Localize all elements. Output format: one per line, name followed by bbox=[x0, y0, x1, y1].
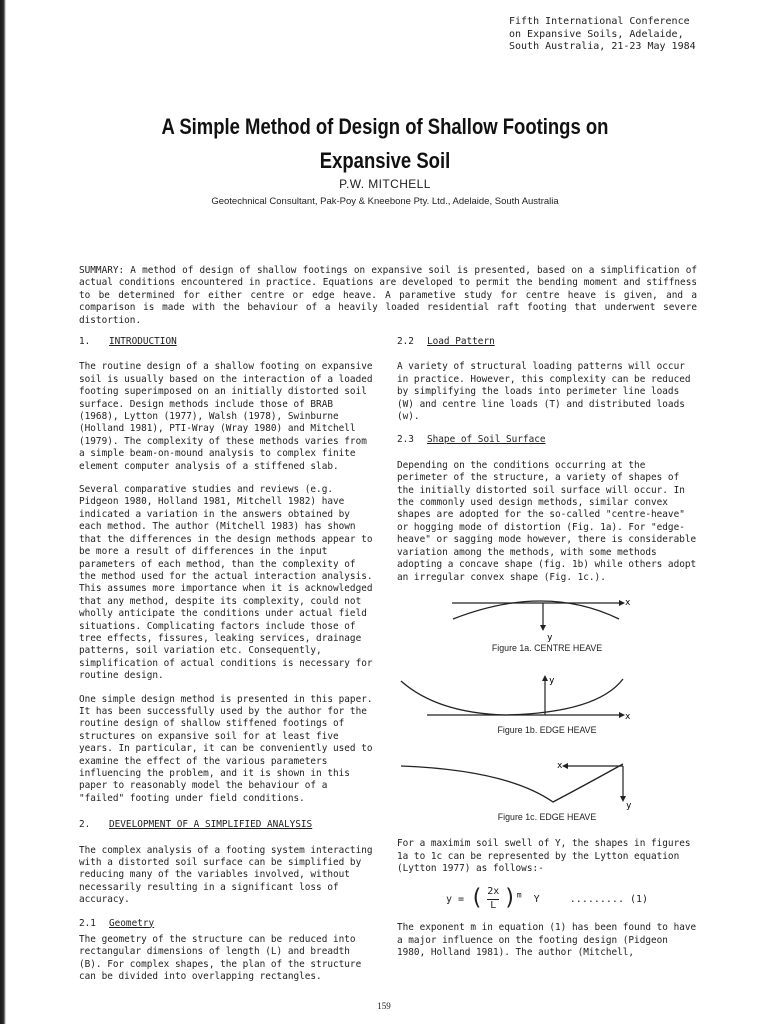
paragraph: The geometry of the structure can be reduced into rectangular dimensions of length (L) and breadth (B). For complex shapes, the plan of the structure can be divided into overlapping rectangles. bbox=[79, 934, 362, 983]
paragraph: For a maximim soil swell of Y, the shapes in figures 1a to 1c can be represented by the Lytton equation (Lytton 1977) as follows:- bbox=[397, 838, 691, 874]
section-heading-introduction bbox=[79, 336, 374, 348]
equation-rhs: Y bbox=[533, 894, 540, 906]
y-arrowhead bbox=[542, 675, 548, 681]
section-heading-geometry bbox=[79, 918, 374, 930]
figure-1a-centre-heave bbox=[397, 595, 697, 643]
paragraph: Depending on the conditions occurring at the perimeter of the structure, a variety of shapes of the initially distorted soil surface will occur. In the commonly used design methods, similar convex shapes are adopted for the so-called "centre-heave" or hogging mode of distortion (Fig. 1a). For "edge-heave" or sagging mode however, there is considerable variation among the methods, with some methods adopting a concave shape (fig. 1b) while others adopt an irregular convex shape (Fig. 1c.). bbox=[397, 459, 697, 583]
section-number: 2. bbox=[79, 819, 91, 831]
soil-surface-curve bbox=[401, 764, 623, 802]
conference-header: Fifth International Conference on Expansive Soils, Adelaide, South Australia, 21-23 May 1984 bbox=[509, 16, 696, 52]
y-label: y bbox=[547, 632, 553, 643]
x-arrowhead bbox=[562, 763, 568, 769]
figure-1b-caption: Figure 1b. EDGE HEAVE bbox=[497, 725, 597, 737]
figure-1c-caption: Figure 1c. EDGE HEAVE bbox=[497, 811, 597, 823]
paragraph: The routine design of a shallow footing on expansive soil is usually based on the interaction of a loaded footing superimposed on an initially distorted soil surface. Design methods include those of BRAB (1968), Lytton (1977), Walsh (1978), Swinburne (Holland 1981), PTI-Wray (Wray 1980) and Mitchell (1979). The complexity of these methods varies from a simple beam-on-mound analysis to complex finite element computer analysis of a stiffened slab. bbox=[79, 361, 373, 472]
equation-paren-close: ) bbox=[503, 886, 517, 912]
section-heading-load-pattern bbox=[397, 336, 697, 348]
section-title: Load Pattern bbox=[427, 336, 495, 347]
paragraph: A variety of structural loading patterns will occur in practice. However, this complexity can be reduced by simplifying the loads into perimeter line loads (W) and centre line loads (T) and distributed loads (w). bbox=[397, 361, 691, 423]
section-heading-soil-surface bbox=[397, 434, 697, 446]
equation-denominator: L bbox=[490, 899, 497, 911]
equation-paren-open: ( bbox=[470, 886, 484, 912]
paragraph: The complex analysis of a footing system interacting with a distorted soil surface can be simplified by reducing many of the variables involved, without necessarily resulting in a significant loss of accuracy. bbox=[79, 844, 373, 906]
figure-1b-edge-heave bbox=[397, 673, 697, 725]
section-heading-development bbox=[79, 819, 374, 831]
summary-paragraph: SUMMARY: A method of design of shallow footings on expansive soil is presented, based on a simplification of actual conditions encountered in practice. Equations are developed to permit the bending moment and stiffness to be determined for either centre or edge heave. A parametive study for centre heave is given, and a comparison is made with the behaviour of a heavily loaded residential raft footing that underwent severe distortion. bbox=[79, 265, 697, 326]
equation-1 bbox=[397, 886, 697, 912]
paragraph: Several comparative studies and reviews (e.g. Pidgeon 1980, Holland 1981, Mitchell 1982) have indicated a variation in the answers obtained by each method. The author (Mitchell 1983) has shown that the differences in the design methods appear to be more a result of differences in the input parameters of each method, than the complexity of the method used for the actual interaction analysis. This assumes more importance when it is acknowledged that any method, despite its complexity, could not wholly anticipate the conditions under actual field situations. Complicating factors include those of tree effects, fissures, leaking services, drainage patterns, soil variation etc. Consequently, simplification of actual conditions is necessary for routine design. bbox=[79, 484, 373, 682]
paper-title: A Simple Method of Design of Shallow Footings on Expansive Soil bbox=[161, 114, 609, 173]
equation-exponent: m bbox=[516, 889, 522, 900]
figure-1a-caption: Figure 1a. CENTRE HEAVE bbox=[491, 642, 603, 654]
x-label: x bbox=[557, 760, 563, 771]
left-column bbox=[79, 336, 374, 995]
x-label: x bbox=[625, 597, 631, 608]
y-arrowhead bbox=[540, 625, 546, 631]
page-number: 159 bbox=[377, 1001, 391, 1011]
section-title: DEVELOPMENT OF A SIMPLIFIED ANALYSIS bbox=[109, 819, 313, 831]
edge-heave-irregular-diagram bbox=[397, 756, 697, 812]
equation-lhs: y = bbox=[445, 894, 464, 906]
paragraph: The exponent m in equation (1) has been found to have a major influence on the footing design (Pidgeon 1980, Holland 1981). The author (Mitchell, bbox=[397, 922, 697, 958]
right-column bbox=[397, 336, 697, 970]
section-number: 2.2 bbox=[397, 336, 414, 347]
equation-tag: ......... (1) bbox=[569, 894, 649, 906]
y-label: y bbox=[549, 676, 555, 687]
x-label: x bbox=[625, 712, 631, 723]
soil-surface-curve bbox=[453, 601, 619, 619]
scan-binding-edge bbox=[0, 0, 6, 1024]
y-label: y bbox=[626, 800, 632, 811]
section-title: Geometry bbox=[109, 917, 155, 929]
author-name: P.W. MITCHELL bbox=[339, 177, 431, 191]
equation-fraction bbox=[483, 886, 503, 912]
equation-numerator: 2x bbox=[487, 886, 499, 899]
section-title: Shape of Soil Surface bbox=[427, 434, 546, 446]
author-affiliation: Geotechnical Consultant, Pak-Poy & Kneebone Pty. Ltd., Adelaide, South Australia bbox=[211, 196, 559, 207]
centre-heave-diagram bbox=[397, 595, 697, 643]
section-number: 1. bbox=[79, 336, 91, 347]
figure-1c-edge-heave bbox=[397, 756, 697, 812]
section-number: 2.3 bbox=[397, 434, 414, 446]
soil-surface-curve bbox=[401, 679, 623, 715]
section-title: INTRODUCTION bbox=[109, 336, 177, 347]
paragraph: One simple design method is presented in this paper. It has been successfully used by the author for the routine design of shallow stiffened footings of structures on expansive soil for at least five years. In particular, it can be conveniently used to examine the effect of the various parameters influencing the problem, and it is shown in this paper to reasonably model the behaviour of a "failed" footing under field conditions. bbox=[79, 693, 373, 804]
section-number: 2.1 bbox=[79, 917, 96, 929]
edge-heave-concave-diagram bbox=[397, 673, 697, 725]
